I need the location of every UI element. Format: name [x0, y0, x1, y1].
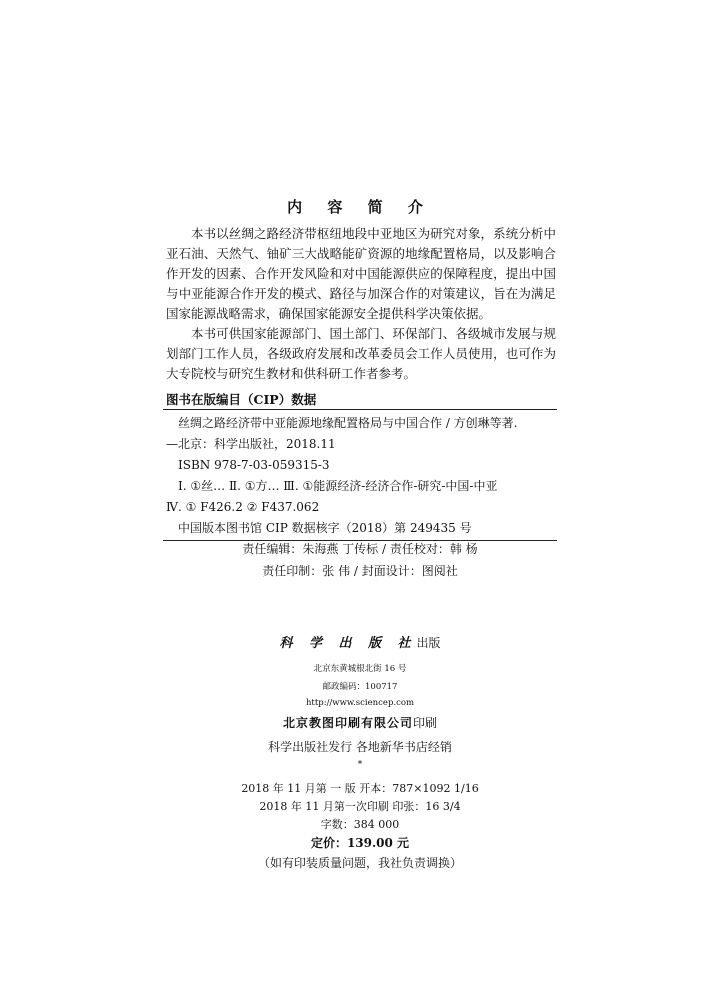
cip-line-record: 中国版本图书馆 CIP 数据核字（2018）第 249435 号	[178, 521, 472, 535]
edition-line-2: 2018 年 11 月第一次印刷 印张：16 3/4	[259, 800, 461, 813]
publisher-line	[0, 632, 720, 651]
publisher-suffix: 出版	[416, 636, 441, 650]
page-title: 内 容 简 介	[287, 198, 433, 216]
cip-line-imprint: —北京：科学出版社，2018.11	[166, 437, 336, 451]
cip-line-isbn: ISBN 978-7-03-059315-3	[178, 458, 330, 472]
price: 定价：139.00 元	[310, 836, 410, 850]
intro-text	[166, 224, 556, 384]
publisher-name: 科 学 出 版 社	[279, 636, 417, 651]
cip-line-classification: Ⅳ. ① F426.2 ② F437.062	[166, 500, 320, 514]
cip-line-title: 丝绸之路经济带中亚能源地缘配置格局与中国合作 / 方创琳等著.	[178, 416, 518, 430]
publisher-website: http://www.sciencep.com	[305, 698, 415, 708]
distribution-line: 科学出版社发行 各地新华书店经销	[268, 740, 452, 754]
printer-line	[0, 714, 720, 731]
cip-line-subjects: Ⅰ. ①丝… Ⅱ. ①方… Ⅲ. ①能源经济-经济合作-研究-中国-中亚	[178, 479, 498, 493]
intro-paragraph-1: 本书以丝绸之路经济带枢纽地段中亚地区为研究对象，系统分析中亚石油、天然气、铀矿三大战略能矿资源的地缘配置格局，以及影响合作开发的因素、合作开发风险和对中国能源供应的保障程度，提出中国与中亚能源合作开发的模式、路径与加深合作的对策建议，旨在为满足国家能源战略需求，确保国家能源安全提供科学决策依据。	[166, 226, 556, 321]
printer-suffix: 印刷	[413, 716, 438, 730]
separator-star: *	[357, 760, 363, 770]
edition-word-count: 字数：384 000	[320, 818, 400, 831]
cip-heading: 图书在版编目（CIP）数据	[166, 392, 317, 407]
publisher-address: 北京东黄城根北街 16 号	[313, 664, 407, 674]
printer-name: 北京教图印刷有限公司	[282, 716, 413, 730]
cip-top-rule	[163, 409, 557, 410]
publisher-postcode: 邮政编码：100717	[322, 682, 398, 692]
quality-note: （如有印装质量问题，我社负责调换）	[257, 856, 462, 870]
intro-paragraph-2: 本书可供国家能源部门、国土部门、环保部门、各级城市发展与规划部门工作人员，各级政府发展和改革委员会工作人员使用，也可作为大专院校与研究生教材和供科研工作者参考。	[166, 326, 556, 381]
credits-editors: 责任编辑：朱海燕 丁传标 / 责任校对：韩 杨	[242, 542, 478, 556]
credits	[0, 538, 720, 582]
credits-production: 责任印制：张 伟 / 封面设计：图阅社	[262, 564, 458, 578]
cip-block	[166, 413, 558, 539]
edition-line-1: 2018 年 11 月第 一 版 开本：787×1092 1/16	[241, 782, 479, 795]
